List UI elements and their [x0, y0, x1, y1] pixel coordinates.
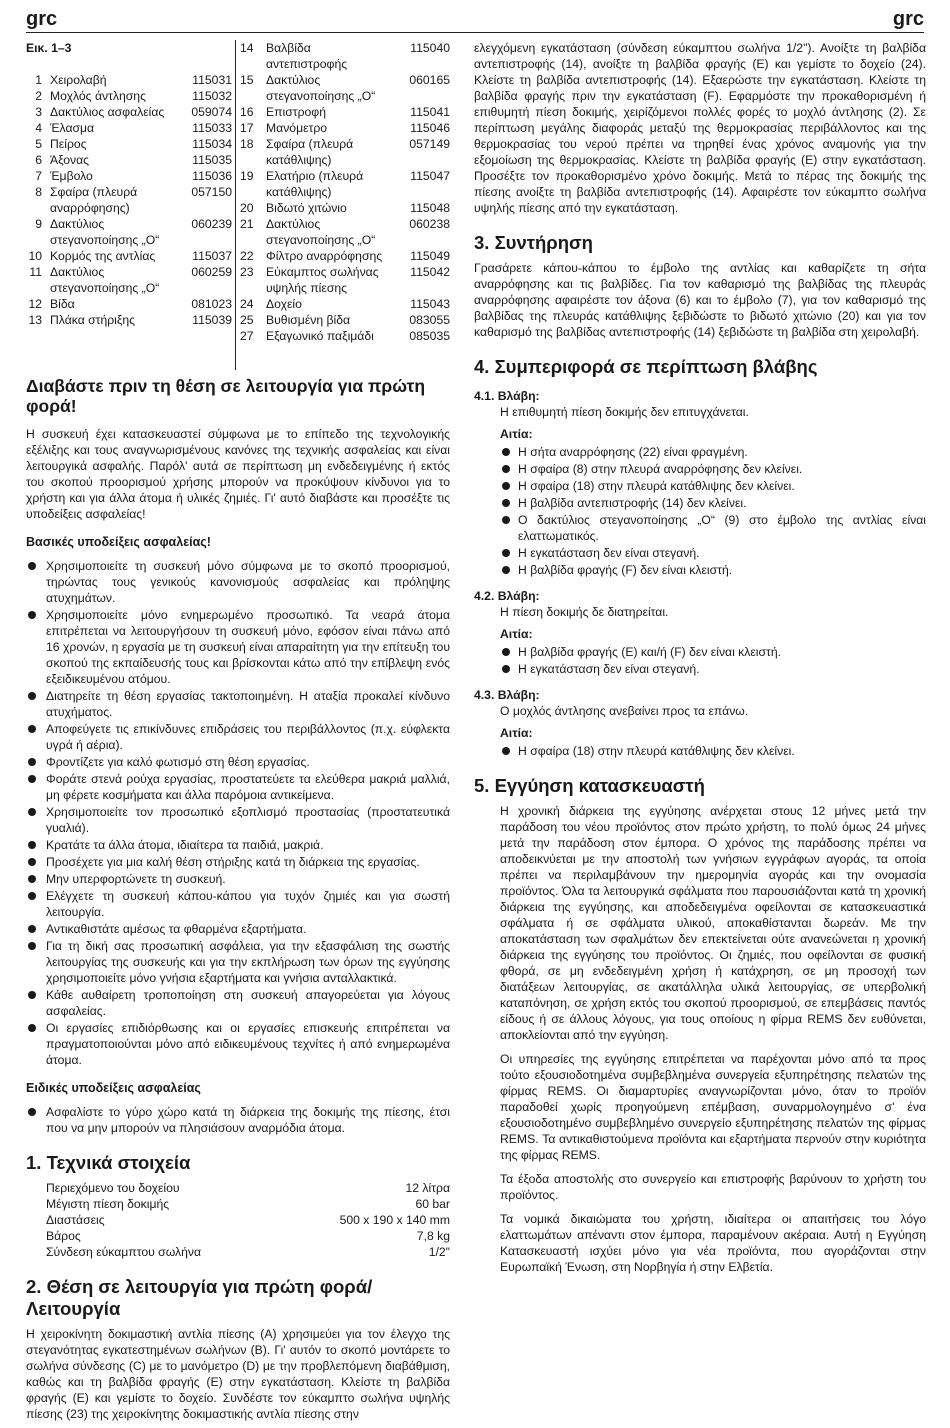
- section3-heading: 3. Συντήρηση: [474, 232, 593, 253]
- part-description: Χειρολαβή: [50, 73, 107, 87]
- cause-list: [500, 644, 926, 677]
- parts-row: [26, 216, 232, 248]
- left-column: [26, 40, 450, 1428]
- cause-list: [500, 743, 926, 759]
- section5-heading: 5. Εγγύηση κατασκευαστή: [474, 775, 705, 796]
- part-number: 3: [35, 105, 42, 119]
- part-number: 20: [240, 201, 254, 215]
- parts-list-col2: [240, 40, 450, 344]
- part-code: 081023: [191, 297, 232, 311]
- parts-row: [240, 168, 450, 200]
- part-number: 2: [35, 89, 42, 103]
- list-item: Μην υπερφορτώνετε τη συσκευή.: [26, 871, 450, 887]
- part-code: 115037: [192, 249, 232, 263]
- part-description: Βυθισμένη βίδα: [266, 313, 351, 327]
- fault-description: Ο μοχλός άντλησης ανεβαίνει προς τα επάνω.: [500, 704, 749, 718]
- basic-safety-heading: Βασικές υποδείξεις ασφαλείας!: [26, 535, 211, 549]
- cause-item: Η εγκατάσταση δεν είναι στεγανή.: [500, 545, 926, 561]
- part-number: 9: [35, 217, 42, 231]
- parts-row: [240, 248, 450, 264]
- list-item: Αντικαθιστάτε αμέσως τα φθαρμένα εξαρτήματα.: [26, 921, 450, 937]
- list-item: Κάθε αυθαίρετη τροποποίηση στη συσκευή απαγορεύεται για λόγους ασφαλείας.: [26, 987, 450, 1019]
- part-description: Μοχλός άντλησης: [50, 89, 146, 103]
- parts-row: [240, 264, 450, 296]
- list-item: Φροντίζετε για καλό φωτισμό στη θέση εργασίας.: [26, 754, 450, 770]
- part-code: 115040: [410, 41, 450, 55]
- parts-list-title: Εικ. 1–3: [26, 41, 72, 55]
- fault-description: Η πίεση δοκιμής δε διατηρείται.: [500, 605, 669, 619]
- cause-item: Η βαλβίδα αντεπιστροφής (14) δεν κλείνει.: [500, 495, 926, 511]
- parts-row: [26, 120, 232, 136]
- cause-item: Η εγκατάσταση δεν είναι στεγανή.: [500, 661, 926, 677]
- part-code: 060238: [409, 217, 450, 231]
- part-description: Άξονας: [50, 153, 90, 167]
- part-code: 115046: [410, 121, 450, 135]
- read-first-heading: Διαβάστε πριν τη θέση σε λειτουργία για πρώτη φορά!: [26, 376, 426, 416]
- part-number: 17: [240, 121, 254, 135]
- part-number: 18: [240, 137, 254, 151]
- parts-row: [26, 184, 232, 216]
- list-item: Φοράτε στενά ρούχα εργασίας, προστατεύετε τα ελεύθερα μακριά μαλλιά, μη φέρετε κοσμήματα και άλλα παρόμοια αντικείμενα.: [26, 771, 450, 803]
- cause-item: Η σφαίρα (18) στην πλευρά κατάθλιψης δεν κλείνει.: [500, 743, 926, 759]
- part-description: Βαλβίδα αντεπιστροφής: [266, 41, 348, 71]
- part-number: 24: [240, 297, 254, 311]
- part-code: 057150: [191, 185, 232, 199]
- spec-row: [46, 1180, 450, 1196]
- cause-item: Η σήτα αναρρόφησης (22) είναι φραγμένη.: [500, 444, 926, 460]
- part-number: 1: [35, 73, 42, 87]
- part-description: Έλασμα: [50, 121, 95, 135]
- list-item: Χρησιμοποιείτε μόνο ενημερωμένο προσωπικό. Τα νεαρά άτομα επιτρέπεται να λειτουργήσουν τη συσκευή μόνο, εφόσον είναι πάνω από 16 χρονών, η εργασία με τη συσκευή είναι απαραίτητη για την επίτευξη του σκοπού της εκπαίδευσής τους και βρίσκονται κάτω από την επίβλεψη ενός εξειδικευμένου ατόμου.: [26, 607, 450, 687]
- cause-list-wrap: [474, 743, 926, 759]
- part-code: 060165: [409, 73, 450, 87]
- part-description: Εύκαμπτος σωλήνας υψηλής πίεσης: [266, 265, 379, 295]
- spec-row: [46, 1212, 450, 1228]
- cause-item: Η σφαίρα (8) στην πλευρά αναρρόφησης δεν κλείνει.: [500, 461, 926, 477]
- part-code: 115035: [192, 153, 232, 167]
- part-description: Φίλτρο αναρρόφησης: [266, 249, 383, 263]
- part-code: 115036: [192, 169, 232, 183]
- parts-divider: [235, 40, 236, 370]
- cause-label: Αιτία:: [500, 427, 533, 441]
- read-first-text: Η συσκευή έχει κατασκευαστεί σύμφωνα με το επίπεδο της τεχνολογικής εξέλιξης και τους αναγνωρισμένους κανόνες της τεχνικής ασφαλείας και είναι λειτουργικά ασφαλής. Παρόλ' αυτά σε περίπτωση μη ενδεδειγμένης ή εκτός του σκοπού προορισμού χρήσης μπορούν να προκύψουν κίνδυνοι για το χρήστη και για άλλα άτομα ή υλικές ζημιές. Γι' αυτό διαβάστε και προσέξτε τις υποδείξεις ασφαλείας!: [26, 427, 450, 521]
- spec-row: [46, 1196, 450, 1212]
- part-number: 10: [28, 249, 42, 263]
- cause-list-wrap: [474, 644, 926, 677]
- part-number: 7: [35, 169, 42, 183]
- part-description: Δακτύλιος στεγανοποίησης „O“: [266, 73, 376, 103]
- page-header: [26, 8, 924, 33]
- parts-row: [26, 296, 232, 312]
- warranty-text: [474, 803, 926, 1275]
- list-item: Ελέγχετε τη συσκευή κάπου-κάπου για τυχόν ζημιές και για σωστή λειτουργία.: [26, 888, 450, 920]
- cause-item: Ο δακτύλιος στεγανοποίησης „O“ (9) στο έμβολο της αντλίας είναι ελαττωματικός.: [500, 512, 926, 544]
- parts-row: [26, 88, 232, 104]
- cause-item: Η βαλβίδα φραγής (E) και/ή (F) δεν είναι κλειστή.: [500, 644, 926, 660]
- spec-label: Διαστάσεις: [46, 1213, 105, 1227]
- spec-label: Βάρος: [46, 1229, 81, 1243]
- part-code: 115031: [192, 73, 232, 87]
- part-number: 8: [35, 185, 42, 199]
- part-number: 15: [240, 73, 254, 87]
- list-item: Χρησιμοποιείτε τη συσκευή μόνο σύμφωνα με το σκοπό προορισμού, τηρώντας τους γενικούς κανονισμούς ασφαλείας και πρόληψης ατυχημάτων.: [26, 558, 450, 606]
- fault-description: Η επιθυμητή πίεση δοκιμής δεν επιτυγχάνεται.: [500, 405, 749, 419]
- spec-label: Σύνδεση εύκαμπτου σωλήνα: [46, 1245, 202, 1259]
- part-description: Σφαίρα (πλευρά κατάθλιψης): [266, 137, 354, 167]
- part-number: 4: [35, 121, 42, 135]
- parts-row: [240, 104, 450, 120]
- list-item: Διατηρείτε τη θέση εργασίας τακτοποιημένη. Η αταξία προκαλεί κίνδυνο ατυχήματος.: [26, 688, 450, 720]
- parts-row: [240, 200, 450, 216]
- part-code: 115049: [410, 249, 450, 263]
- spec-value: 500 x 190 x 140 mm: [339, 1213, 450, 1227]
- cause-item: Η σφαίρα (18) στην πλευρά κατάθλιψης δεν κλείνει.: [500, 478, 926, 494]
- parts-row: [240, 136, 450, 168]
- part-code: 059074: [191, 105, 232, 119]
- part-description: Ελατήριο (πλευρά κατάθλιψης): [266, 169, 364, 199]
- part-number: 21: [240, 217, 254, 231]
- part-number: 22: [240, 249, 254, 263]
- part-description: Δοχείο: [266, 297, 302, 311]
- cause-list-wrap: [474, 444, 926, 578]
- part-number: 6: [35, 153, 42, 167]
- warranty-paragraph: Η χρονική διάρκεια της εγγύησης ανέρχεται στους 12 μήνες μετά την παράδοση του νέου προϊόντος στον πρώτο χρήστη, το πολύ όμως 24 μήνες μετά την παράδοση στον έμπορα. Ο χρόνος της παράδοσης πρέπει να αποδεικνύεται με την αποστολή των γνήσιων εγγράφων αγοράς, τα οποία πρέπει να περιλαμβάνουν την ημερομηνία αγοράς και την ονομασία προϊόντος. Όλα τα λειτουργικά σφάλματα που παρουσιάζονται κατά τη χρονική διάρκεια της εγγύησης, και αποδεδειγμένα οφείλονται σε κατασκευαστικά σφάλματα ή σε σφάλματα υλικού, αποκαθίστανται δωρεάν. Με την αποκατάσταση των σφαλμάτων δεν επεκτείνεται ούτε ανανεώνεται η χρονική διάρκεια της εγγύησης του προϊόντος. Οι ζημιές, που οφείλονται σε φυσική φθορά, σε μη ενδεδειγμένη χρήση ή κατάχρηση, σε μη προσοχή των διατάξεων λειτουργίας, σε ακατάλληλα υλικά λειτουργίας, σε υπερβολική καταπόνηση, σε χρήση εκτός του σκοπού προορισμού, σε επεμβάσεις παντός είδους ή σε άλλους λόγους, για τους οποίους η φίρμα REMS δεν ευθύνεται, αποκλείονται από την εγγύηση.: [500, 804, 926, 1042]
- cause-label: Αιτία:: [500, 627, 533, 641]
- list-item: Αποφεύγετε τις επικίνδυνες επιδράσεις του περιβάλλοντος (π.χ. εύφλεκτα υγρά ή αέρια).: [26, 721, 450, 753]
- part-code: 115042: [410, 265, 450, 279]
- list-item: Χρησιμοποιείτε τον προσωπικό εξοπλισμό προστασίας (προστατευτικά γυαλιά).: [26, 804, 450, 836]
- parts-row: [240, 312, 450, 328]
- parts-row: [240, 40, 450, 72]
- part-description: Δακτύλιος ασφαλείας: [50, 105, 165, 119]
- parts-row: [26, 136, 232, 152]
- warranty-paragraph: Τα έξοδα αποστολής στο συνεργείο και επιστροφής βαρύνουν το χρήστη του προϊόντος.: [500, 1172, 926, 1202]
- header-language-right: grc: [892, 8, 924, 30]
- list-item: Ασφαλίστε το γύρο χώρο κατά τη διάρκεια της δοκιμής της πίεσης, έτσι που να μην μπορούν να πλησιάσουν αναρμόδια άτομα.: [26, 1104, 450, 1136]
- list-item: Κρατάτε τα άλλα άτομα, ιδιαίτερα τα παιδιά, μακριά.: [26, 837, 450, 853]
- part-number: 13: [28, 313, 42, 327]
- section4-heading: 4. Συμπεριφορά σε περίπτωση βλάβης: [474, 356, 818, 377]
- part-description: Μανόμετρο: [266, 121, 328, 135]
- part-code: 115041: [410, 105, 450, 119]
- part-description: Δακτύλιος στεγανοποίησης „O“: [50, 217, 160, 247]
- parts-row: [26, 152, 232, 168]
- part-code: 115047: [410, 169, 450, 183]
- section2-heading: 2. Θέση σε λειτουργία για πρώτη φορά/Λειτουργία: [26, 1276, 373, 1319]
- part-code: 115039: [192, 313, 232, 327]
- spec-value: 1/2": [428, 1245, 450, 1259]
- parts-row: [26, 248, 232, 264]
- part-description: Πείρος: [50, 137, 87, 151]
- cause-list: [500, 444, 926, 578]
- part-code: 115043: [410, 297, 450, 311]
- part-description: Δακτύλιος στεγανοποίησης „O“: [266, 217, 376, 247]
- part-description: Βιδωτό χιτώνιο: [266, 201, 347, 215]
- section2-text-right: ελεγχόμενη εγκατάσταση (σύνδεση εύκαμπτου σωλήνα 1/2"). Ανοίξτε τη βαλβίδα αντεπιστροφής (14), ανοίξτε τη βαλβίδα φραγής (Ε) και γεμίστε το δοχείο (24). Κλείστε τη βαλβίδα αντεπιστροφής (14). Εξαερώστε την εγκατάσταση. Κλείστε τη βαλβίδα φραγής πριν την εγκατάσταση (F). Εφαρμόστε την προκαθορισμένη ή επιθυμητή πίεση δοκιμής, χειρίζόμενοι πολλές φορές το μοχλό άντλησης (2). Σε περίπτωση μεγάλης διαφοράς μεταξύ της θερμοκρασίας περιβάλλοντος και της θερμοκρασίας του νερού πρέπει να τηρηθεί ένας χρόνος αναμονής για την εξομοίωση της θερμοκρασίας. Κλείστε τη βαλβίδα φραγής (Ε) στην εγκατάσταση. Προσέξτε τον προκαθορισμένο χρόνο δοκιμής. Μετά το πέρας της δοκιμής της πίεσης ανοίξτε τη βαλβίδα αντεπιστροφής (14). Αφαιρέστε τον εύκαμπτο σωλήνα υψηλής πίεσης από την εγκατάσταση.: [474, 41, 926, 215]
- part-description: Εξαγωνικό παξιμάδι: [266, 329, 374, 343]
- part-description: Δακτύλιος στεγανοποίησης „O“: [50, 265, 160, 295]
- part-description: Επιστροφή: [266, 105, 326, 119]
- part-code: 115048: [410, 201, 450, 215]
- spec-row: [46, 1228, 450, 1244]
- special-safety-list: [26, 1104, 450, 1136]
- special-safety-heading: Ειδικές υποδείξεις ασφαλείας: [26, 1081, 201, 1095]
- part-number: 19: [240, 169, 254, 183]
- list-item: Οι εργασίες επιδιόρθωσης και οι εργασίες επισκευής επιτρέπεται να πραγματοποιούνται μόνο από ειδικευμένους τεχνίτες ή από ενημερωμένα άτομα.: [26, 1020, 450, 1068]
- technical-data-table: [46, 1180, 450, 1260]
- parts-list: [26, 40, 450, 370]
- header-language-left: grc: [26, 8, 58, 30]
- part-code: 057149: [409, 137, 450, 151]
- part-number: 11: [29, 265, 42, 279]
- fault-label: 4.2. Βλάβη:: [474, 589, 540, 603]
- cause-label: Αιτία:: [500, 726, 533, 740]
- parts-row: [240, 296, 450, 312]
- parts-list-col1: [26, 40, 232, 328]
- parts-row: [26, 72, 232, 88]
- part-code: 060239: [191, 217, 232, 231]
- section2-text-left: Η χειροκίνητη δοκιμαστική αντλία πίεσης (Α) χρησιμεύει για τον έλεγχο της στεγανότητας εγκατεστημένων σωλήνων (Β). Γι' αυτόν το σκοπό μοντάρετε το σωλήνα σύνδεσης (C) με το μανόμετρο (D) με την προβλεπόμενη διαβάθμιση, καθώς και τη βαλβίδα φραγής (Ε) στην εγκατάσταση. Κλείστε τη βαλβίδα φραγής (Ε) και γεμίστε το δοχείο. Συνδέστε τον εύκαμπτο σωλήνα υψηλής πίεσης (23) της χειροκίνητης δοκιμαστικής αντλία πίεσης στην: [26, 1327, 450, 1421]
- right-column: [474, 40, 926, 1283]
- section1-heading: 1. Τεχνικά στοιχεία: [26, 1152, 191, 1173]
- fault-label: 4.3. Βλάβη:: [474, 688, 540, 702]
- parts-row: [240, 120, 450, 136]
- fault-label: 4.1. Βλάβη:: [474, 389, 540, 403]
- spec-value: 12 λίτρα: [405, 1181, 450, 1195]
- part-code: 083055: [409, 313, 450, 327]
- part-description: Πλάκα στήριξης: [50, 313, 135, 327]
- spec-value: 7,8 kg: [416, 1229, 450, 1243]
- spec-label: Περιεχόμενο του δοχείου: [46, 1181, 180, 1195]
- part-description: Βίδα: [50, 297, 75, 311]
- part-code: 060259: [191, 265, 232, 279]
- parts-row: [26, 264, 232, 296]
- part-code: 115033: [192, 121, 232, 135]
- part-code: 115034: [192, 137, 232, 151]
- parts-row: [240, 216, 450, 248]
- section3-text: Γρασάρετε κάπου-κάπου το έμβολο της αντλίας και καθαρίζετε τη σήτα αναρρόφησης και τις βαλβίδες. Για τον καθαρισμό της βαλβίδας της πλευράς αναρρόφησης αφαιρέστε τον άξονα (6) και το έμβολο (7), για τον καθαρισμό της βαλβίδας της πλευράς κατάθλιψης ξεβιδώστε το βιδωτό χιτώνιο (20) και για τον καθαρισμό της βαλβίδας αντεπιστροφής (14) ξεβιδώστε τη βαλβίδα στη χειρολαβή.: [474, 261, 926, 339]
- part-number: 5: [35, 137, 42, 151]
- part-description: Κορμός της αντλίας: [50, 249, 156, 263]
- parts-row: [26, 104, 232, 120]
- list-item: Για τη δική σας προσωπική ασφάλεια, για την εξασφάλιση της σωστής λειτουργίας της συσκευής και για την εκπλήρωση των όρων της εγγύησης χρησιμοποιείτε μόνο γνήσια εξαρτήματα και γνήσια ανταλλακτικά.: [26, 938, 450, 986]
- parts-row: [240, 72, 450, 104]
- part-number: 23: [240, 265, 254, 279]
- part-code: 115032: [192, 89, 232, 103]
- parts-row: [240, 328, 450, 344]
- fault-list: [474, 388, 926, 759]
- spec-label: Μέγιστη πίεση δοκιμής: [46, 1197, 170, 1211]
- part-description: Έμβολο: [50, 169, 93, 183]
- warranty-paragraph: Οι υπηρεσίες της εγγύησης επιτρέπεται να παρέχονται μόνο από τα προς τούτο εξουσιοδοτημένα συμβεβλημένα συνεργεία εξυπηρέτησης πελατών της φίρμας REMS. Οι διαμαρτυρίες αναγνωρίζονται μόνο, όταν το προϊόν παραδοθεί χωρίς προηγούμενη επέμβαση, συναρμολογημένο σ' ένα εξουσιοδοτημένο συμβεβλημένο συνεργείο εξυπηρέτησης πελατών της φίρμας REMS. Τα αντικαθιστούμενα προϊόντα και εξαρτήματα περνούν στην κυριότητα της φίρμας REMS.: [500, 1052, 926, 1162]
- spec-row: [46, 1244, 450, 1260]
- part-number: 27: [240, 329, 254, 343]
- parts-row: [26, 312, 232, 328]
- spec-value: 60 bar: [415, 1197, 450, 1211]
- warranty-paragraph: Τα νομικά δικαιώματα του χρήστη, ιδιαίτερα οι απαιτήσεις του λόγο ελαττωμάτων απέναντι στον έμπορα, παραμένουν ακέραια. Αυτή η Εγγύηση Κατασκευαστή ισχύει μόνο για νέα προϊόντα, που αγοράζονται στην Ευρωπαϊκή Ένωση, στη Νορβηγία ή στην Ελβετία.: [500, 1212, 926, 1274]
- list-item: Προσέχετε για μια καλή θέση στήριξης κατά τη διάρκεια της εργασίας.: [26, 854, 450, 870]
- cause-item: Η βαλβίδα φραγής (F) δεν είναι κλειστή.: [500, 562, 926, 578]
- basic-safety-list: [26, 558, 450, 1068]
- part-code: 085035: [409, 329, 450, 343]
- part-number: 12: [28, 297, 42, 311]
- part-number: 14: [240, 41, 254, 55]
- part-number: 25: [240, 313, 254, 327]
- part-description: Σφαίρα (πλευρά αναρρόφησης): [50, 185, 138, 215]
- part-number: 16: [240, 105, 254, 119]
- parts-row: [26, 168, 232, 184]
